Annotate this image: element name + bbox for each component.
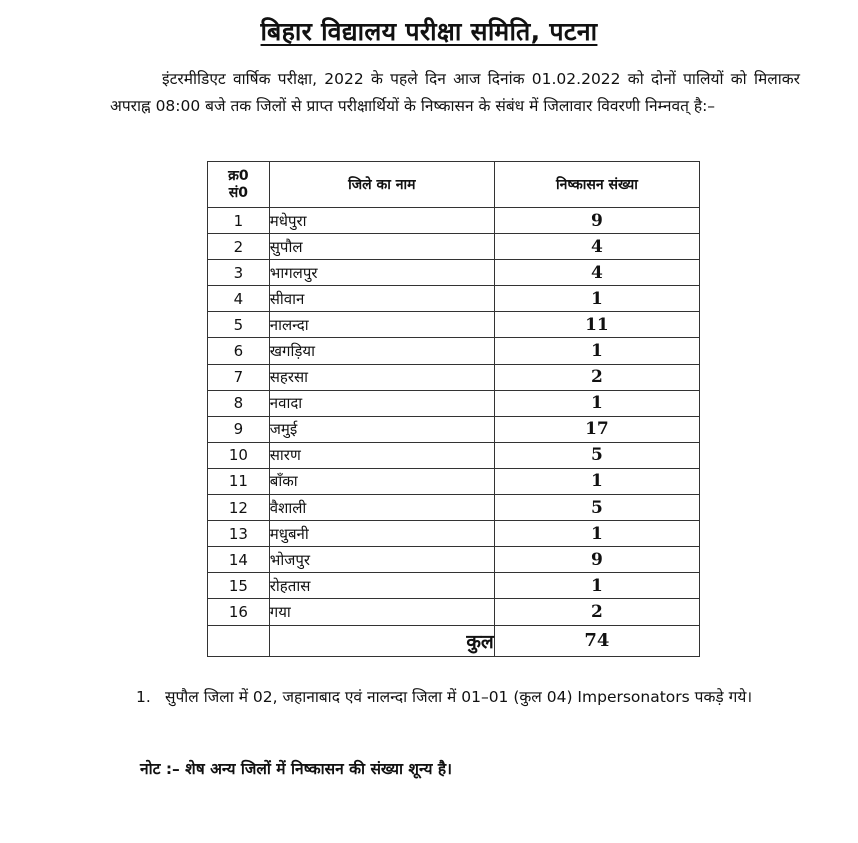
- table-row: [208, 573, 700, 599]
- row-serial-number: 15: [208, 573, 270, 599]
- table-row: [208, 521, 700, 547]
- table-row: [208, 338, 700, 364]
- row-district-name: जमुई: [269, 416, 494, 442]
- row-district-name: मधेपुरा: [269, 208, 494, 234]
- row-serial-number: 13: [208, 521, 270, 547]
- note-text: नोट :– शेष अन्य जिलों में निष्कासन की संख्या शून्य है।: [140, 760, 453, 778]
- row-district-name: सीवान: [269, 286, 494, 312]
- table-body: [208, 208, 700, 626]
- row-serial-number: 11: [208, 468, 270, 494]
- footnote-text: सुपौल जिला में 02, जहानाबाद एवं नालन्दा जिला में 01–01 (कुल 04) Impersonators पकड़े गये।: [165, 688, 753, 706]
- row-serial-number: 1: [208, 208, 270, 234]
- row-district-name: रोहतास: [269, 573, 494, 599]
- table-row: [208, 286, 700, 312]
- header-district-name: जिले का नाम: [269, 162, 494, 208]
- footnote: [136, 684, 799, 710]
- row-expulsion-count: 1: [494, 286, 699, 312]
- row-serial-number: 10: [208, 442, 270, 468]
- row-serial-number: 7: [208, 364, 270, 390]
- row-expulsion-count: 11: [494, 312, 699, 338]
- row-district-name: गया: [269, 599, 494, 625]
- table-row: [208, 208, 700, 234]
- total-value: 74: [494, 625, 699, 656]
- row-serial-number: 12: [208, 495, 270, 521]
- table-header-row: [208, 162, 700, 208]
- total-label: कुल: [269, 625, 494, 656]
- table-row: [208, 416, 700, 442]
- row-expulsion-count: 5: [494, 442, 699, 468]
- total-empty-cell: [208, 625, 270, 656]
- row-district-name: मधुबनी: [269, 521, 494, 547]
- table-row: [208, 234, 700, 260]
- row-serial-number: 8: [208, 390, 270, 416]
- header-expulsion-count: निष्कासन संख्या: [494, 162, 699, 208]
- row-expulsion-count: 4: [494, 260, 699, 286]
- row-serial-number: 9: [208, 416, 270, 442]
- row-expulsion-count: 17: [494, 416, 699, 442]
- expulsion-table: [207, 161, 700, 657]
- row-serial-number: 2: [208, 234, 270, 260]
- row-district-name: खगड़िया: [269, 338, 494, 364]
- row-district-name: भागलपुर: [269, 260, 494, 286]
- table-row: [208, 390, 700, 416]
- row-serial-number: 3: [208, 260, 270, 286]
- intro-paragraph: इंटरमीडिएट वार्षिक परीक्षा, 2022 के पहले दिन आज दिनांक 01.02.2022 को दोनों पालियों को मिलाकर अपराह्न 08:00 बजे तक जिलों से प्राप्त परीक्षार्थियों के निष्कासन के संबंध में जिलावार विवरणी निम्नवत् है:–: [110, 70, 800, 115]
- row-district-name: सुपौल: [269, 234, 494, 260]
- row-district-name: सहरसा: [269, 364, 494, 390]
- row-serial-number: 6: [208, 338, 270, 364]
- table-row: [208, 442, 700, 468]
- row-expulsion-count: 9: [494, 547, 699, 573]
- footnote-number: 1.: [136, 688, 151, 706]
- table-row: [208, 599, 700, 625]
- table-row: [208, 260, 700, 286]
- row-serial-number: 16: [208, 599, 270, 625]
- row-expulsion-count: 5: [494, 495, 699, 521]
- row-expulsion-count: 2: [494, 364, 699, 390]
- header-serial-line2: सं0: [228, 184, 248, 201]
- row-district-name: नालन्दा: [269, 312, 494, 338]
- row-district-name: भोजपुर: [269, 547, 494, 573]
- row-expulsion-count: 1: [494, 468, 699, 494]
- row-serial-number: 14: [208, 547, 270, 573]
- row-serial-number: 4: [208, 286, 270, 312]
- row-district-name: नवादा: [269, 390, 494, 416]
- row-expulsion-count: 4: [494, 234, 699, 260]
- row-district-name: बाँका: [269, 468, 494, 494]
- header-serial-number: [208, 162, 270, 208]
- row-district-name: वैशाली: [269, 495, 494, 521]
- row-expulsion-count: 2: [494, 599, 699, 625]
- table-row: [208, 312, 700, 338]
- row-serial-number: 5: [208, 312, 270, 338]
- row-expulsion-count: 1: [494, 521, 699, 547]
- table-row: [208, 364, 700, 390]
- row-expulsion-count: 1: [494, 338, 699, 364]
- row-expulsion-count: 1: [494, 573, 699, 599]
- table-row: [208, 468, 700, 494]
- row-district-name: सारण: [269, 442, 494, 468]
- row-expulsion-count: 9: [494, 208, 699, 234]
- header-serial-line1: क्र0: [228, 167, 249, 184]
- table-row: [208, 495, 700, 521]
- document-title: बिहार विद्यालय परीक्षा समिति, पटना: [260, 17, 598, 46]
- total-row: [208, 625, 700, 656]
- row-expulsion-count: 1: [494, 390, 699, 416]
- table-row: [208, 547, 700, 573]
